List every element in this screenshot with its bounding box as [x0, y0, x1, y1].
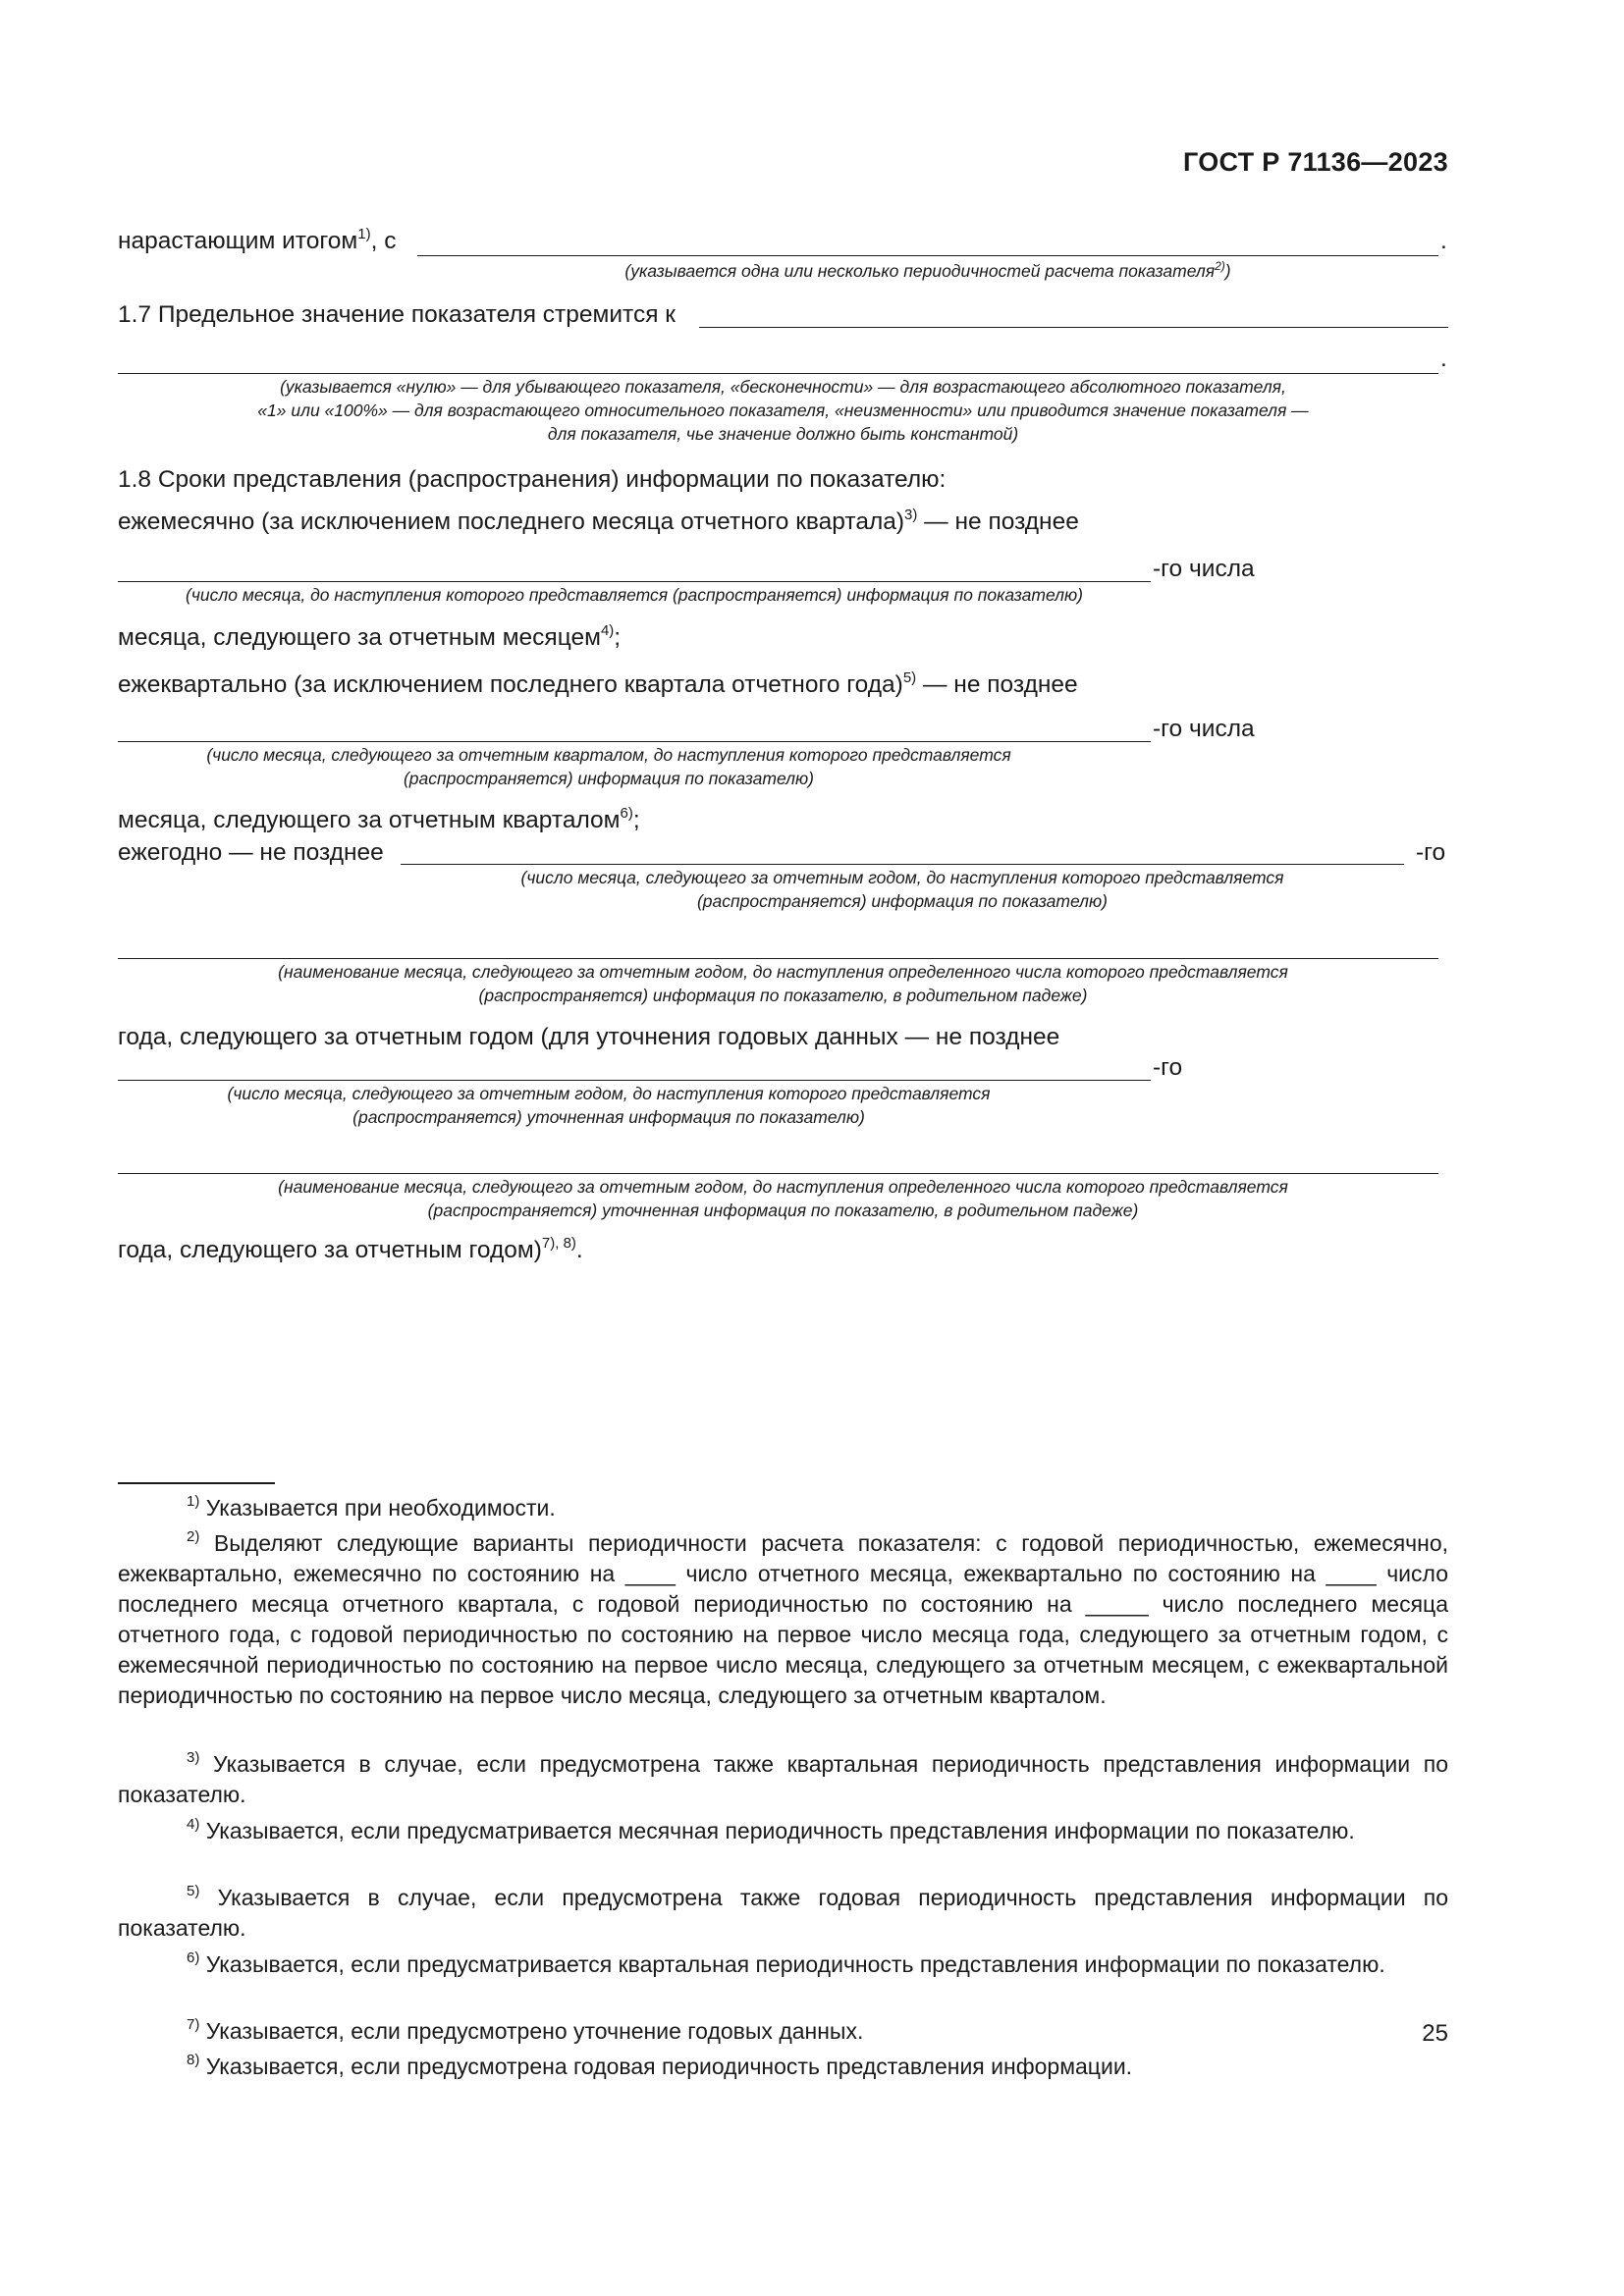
- quarterly-blank[interactable]: [118, 741, 1151, 742]
- quarterly-label: ежеквартально (за исключением последнего квартала отчетного года)$^{5)}$ — не позднее: [118, 669, 1078, 698]
- footnote-4: $^{4)}$ Указывается, если предусматривается месячная периодичность представления информации по показателю.: [187, 1816, 1355, 1843]
- quarterly-hint: (число месяца, следующего за отчетным кварталом, до наступления которого представляется (распространяется) информация по показателю): [206, 745, 1011, 788]
- monthly-label: ежемесячно (за исключением последнего месяца отчетного квартала)$^{3)}$ — не позднее: [118, 507, 1079, 535]
- monthly-hint: (число месяца, до наступления которого представляется (распространяется) информация по показателю): [186, 585, 1083, 605]
- cumulative-blank[interactable]: [417, 255, 1438, 256]
- footnote-7: $^{7)}$ Указывается, если предусмотрено уточнение годовых данных.: [187, 2016, 864, 2044]
- monthly-after: месяца, следующего за отчетным месяцем$^{4)}$;: [118, 622, 622, 651]
- monthly-blank[interactable]: [118, 581, 1151, 582]
- page-number: 25: [1422, 2020, 1448, 2047]
- yearly-month-blank[interactable]: [118, 958, 1438, 959]
- cumulative-hint: (указывается одна или несколько периодичностей расчета показателя$^{2)}$): [624, 259, 1231, 281]
- limit-label: 1.7 Предельное значение показателя стремится к: [118, 301, 677, 328]
- terms-heading: 1.8 Сроки представления (распространения) информации по показателю:: [118, 466, 947, 493]
- limit-blank-2[interactable]: [118, 373, 1438, 374]
- quarterly-after: месяца, следующего за отчетным кварталом$^{6)}$;: [118, 805, 640, 833]
- yearly-suffix: -го: [1416, 839, 1446, 866]
- refine-month-blank[interactable]: [118, 1173, 1438, 1174]
- refine-month-hint: (наименование месяца, следующего за отчетным годом, до наступления определенного числа которого представляется (распространяется) уточненная информация по показателю, в родительном падеже): [278, 1177, 1288, 1220]
- yearly-day-blank[interactable]: [401, 864, 1404, 865]
- refine-suffix: -го: [1153, 1054, 1183, 1081]
- yearly-label: ежегодно — не позднее: [118, 839, 384, 866]
- yearly-hint: (число месяца, следующего за отчетным годом, до наступления которого представляется (распространяется) информация по показателю): [520, 868, 1284, 911]
- footnote-1: $^{1)}$ Указывается при необходимости.: [187, 1493, 556, 1521]
- cumulative-label: нарастающим итогом$^{1)}$, с: [118, 226, 397, 254]
- footnote-separator: [118, 1482, 275, 1484]
- footnote-5: $^{5)}$ Указывается в случае, если предусмотрена также годовая периодичность представления информации по показателю.: [118, 1883, 1448, 1941]
- refine-day-blank[interactable]: [118, 1080, 1151, 1081]
- refine-label: года, следующего за отчетным годом (для уточнения годовых данных — не позднее: [118, 1024, 1060, 1050]
- refine-hint: (число месяца, следующего за отчетным годом, до наступления которого представляется (распространяется) уточненная информация по показателю): [227, 1084, 991, 1127]
- limit-blank-1[interactable]: [699, 327, 1448, 328]
- footnote-6: $^{6)}$ Указывается, если предусматривается квартальная периодичность представления информации по показателю.: [187, 1949, 1385, 1977]
- footnote-8: $^{8)}$ Указывается, если предусмотрена годовая периодичность представления информации.: [187, 2052, 1133, 2079]
- yearly-month-hint: (наименование месяца, следующего за отчетным годом, до наступления определенного числа которого представляется (распространяется) информация по показателю, в родительном падеже): [278, 962, 1288, 1005]
- footnote-2: $^{2)}$ Выделяют следующие варианты периодичности расчета показателя: с годовой периодичностью, ежемесячно, ежеквартально, ежемесячно по состоянию на ____ число отчетного месяца, ежеквартально по состоянию на ____ число последнего месяца отчетного квартала, с годовой периодичностью по состоянию на _____ число последнего месяца отчетного года, с годовой периодичностью по состоянию на первое число месяца года, следующего за отчетным годом, с ежемесячной периодичностью по состоянию на первое число месяца, следующего за отчетным месяцем, с ежеквартальной периодичностью по состоянию на первое число месяца, следующего за отчетным кварталом.: [118, 1528, 1449, 1708]
- limit-hint: (указывается «нулю» — для убывающего показателя, «бесконечности» — для возрастающего абсолютного показателя, «1» или «100%» — для возрастающего относительного показателя, «неизменности» или приводится значение показателя — для показателя, чье значение должно быть константой): [257, 377, 1309, 444]
- document-code: ГОСТ Р 71136—2023: [1182, 147, 1448, 177]
- monthly-suffix: -го числа: [1153, 556, 1255, 582]
- footnote-3: $^{3)}$ Указывается в случае, если предусмотрена также квартальная периодичность представления информации по показателю.: [118, 1749, 1448, 1807]
- refine-after: года, следующего за отчетным годом)$^{7), 8)}$.: [118, 1235, 583, 1263]
- period: .: [1440, 228, 1447, 254]
- period: .: [1440, 346, 1447, 372]
- quarterly-suffix: -го числа: [1153, 716, 1255, 742]
